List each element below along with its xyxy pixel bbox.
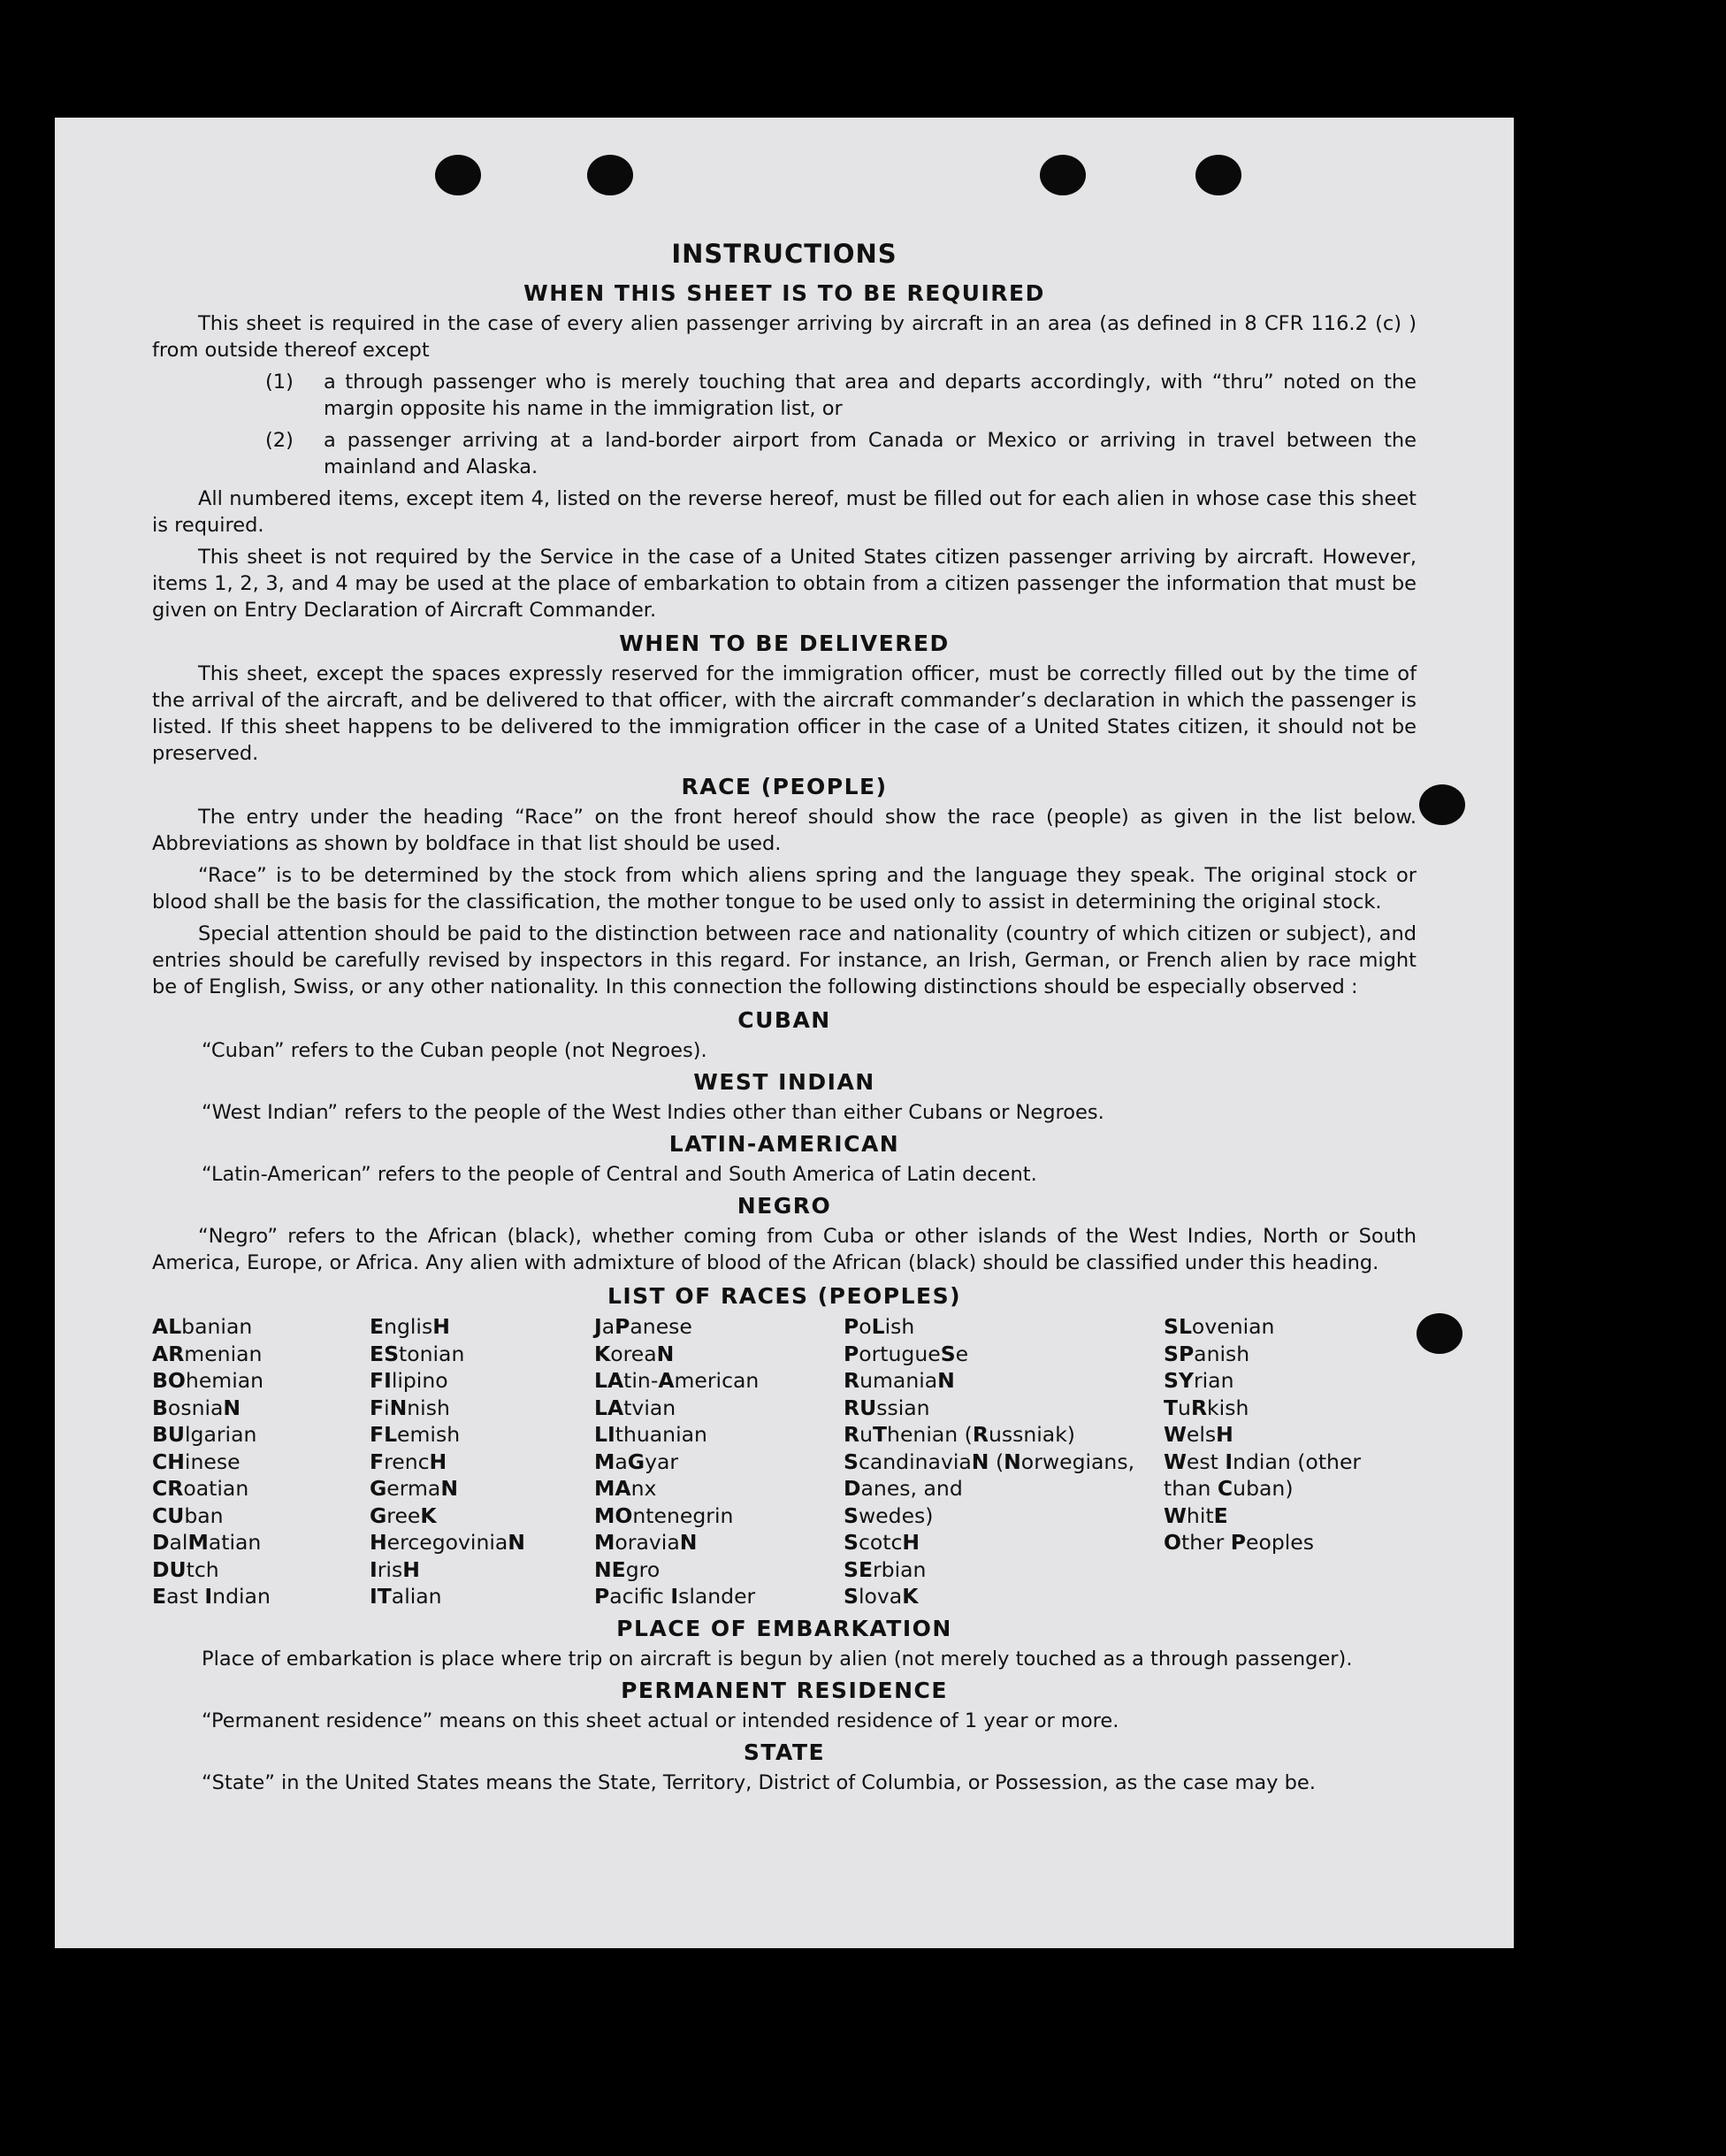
race-entry: NEgro	[594, 1556, 661, 1582]
race-entry: SErbian	[844, 1556, 927, 1582]
race-entry: LAtin-American	[594, 1368, 760, 1393]
race-entry: ScandinaviaN (Norwegians,	[844, 1449, 1135, 1474]
race-entry: DUtch	[152, 1556, 219, 1582]
race-entry: CUban	[152, 1502, 224, 1528]
race-entry: EnglisH	[370, 1314, 450, 1339]
when-required-para3: This sheet is not required by the Service in the case of a United States citizen passenger arriving by aircraft. However, items 1, 2, 3, and 4 may be used at the place of embarkation to obtain from a citizen passenger the information that must be given on Entry Declaration of Aircraft Commander.	[152, 546, 1417, 622]
race-para3: Special attention should be paid to the distinction between race and nationality (country of which citizen or subject), and entries should be carefully revised by inspectors in this regard. For instance, an Irish, German, or French alien by race might be of English, Swiss, or any other nationality. In this connection the following distinctions should be especially observed :	[152, 922, 1417, 998]
race-entry: BosniaN	[152, 1395, 241, 1420]
race-entry: Swedes)	[844, 1502, 934, 1528]
race-entry: SlovaK	[844, 1584, 919, 1609]
race-entry: KoreaN	[594, 1341, 675, 1366]
race-entry: FrencH	[370, 1449, 447, 1474]
heading-negro: NEGRO	[737, 1193, 832, 1219]
when-required-intro: This sheet is required in the case of every alien passenger arriving by aircraft in an area (as defined in 8 CFR 116.2 (c) ) from outside thereof except	[152, 312, 1417, 362]
item-text: a passenger arriving at a land-border airport from Canada or Mexico or arriving in travel between the mainland and Alaska.	[324, 429, 1417, 478]
race-entry: FiNnish	[370, 1395, 450, 1420]
race-entry: SYrian	[1164, 1368, 1234, 1393]
race-column	[152, 1313, 370, 1610]
latin-american-text: “Latin-American” refers to the people of Central and South America of Latin decent.	[202, 1163, 1037, 1186]
item-number: (1)	[265, 371, 294, 394]
race-entry: Pacifc Islander	[594, 1584, 756, 1609]
punch-hole	[1195, 155, 1241, 195]
race-entry: West Indian (other	[1164, 1449, 1362, 1474]
punch-hole	[1417, 1313, 1463, 1354]
race-entry: MOntenegrin	[594, 1502, 734, 1528]
race-entry: ITalian	[370, 1584, 442, 1609]
race-entry: Danes, and	[844, 1476, 963, 1501]
punch-hole	[435, 155, 481, 195]
state-text: “State” in the United States means the State, Territory, District of Columbia, or Possession, as the case may be.	[202, 1770, 1316, 1794]
race-entry: SLovenian	[1164, 1314, 1275, 1339]
race-entry: GermaN	[370, 1476, 458, 1501]
heading-when-delivered: WHEN TO BE DELIVERED	[619, 631, 950, 656]
race-entry: WhitE	[1164, 1502, 1228, 1528]
race-entry: RUssian	[844, 1395, 930, 1420]
exception-item	[152, 369, 1417, 422]
negro-text: “Negro” refers to the African (black), whether coming from Cuba or other islands of the West Indies, North or South America, Europe, or Africa. Any alien with admixture of blood of the African (black) should be classified under this heading.	[152, 1225, 1417, 1274]
item-number: (2)	[265, 429, 294, 452]
race-column	[370, 1313, 594, 1610]
item-text: a through passenger who is merely touching that area and departs accordingly, with “thru” noted on the margin opposite his name in the immigration list, or	[324, 371, 1417, 420]
race-entry: than Cuban)	[1164, 1476, 1294, 1501]
exception-item	[152, 427, 1417, 480]
punch-hole	[1040, 155, 1086, 195]
permanent-residence-text: “Permanent residence” means on this sheet actual or intended residence of 1 year or more.	[202, 1709, 1119, 1732]
heading-race: RACE (PEOPLE)	[681, 774, 888, 799]
document-sheet	[55, 118, 1514, 1948]
race-entry: EStonian	[370, 1341, 465, 1366]
race-entry: BUlgarian	[152, 1422, 257, 1447]
punch-hole	[587, 155, 633, 195]
heading-list-of-races: LIST OF RACES (PEOPLES)	[607, 1283, 962, 1309]
race-entry: PortugueSe	[844, 1341, 969, 1366]
race-entry: SPanish	[1164, 1341, 1250, 1366]
heading-place-of-embarkation: PLACE OF EMBARKATION	[616, 1615, 952, 1641]
heading-when-required: WHEN THIS SHEET IS TO BE REQUIRED	[523, 280, 1045, 306]
race-entry: HercegoviniaN	[370, 1530, 525, 1555]
race-entry: TuRkish	[1164, 1395, 1249, 1420]
race-entry: LAtvian	[594, 1395, 676, 1420]
heading-latin-american: LATIN-AMERICAN	[668, 1131, 900, 1157]
race-entry: LIthuanian	[594, 1422, 707, 1447]
race-entry: JaPanese	[594, 1314, 692, 1339]
race-entry: RumaniaN	[844, 1368, 955, 1393]
race-para2: “Race” is to be determined by the stock from which aliens spring and the language they speak. The original stock or blood shall be the basis for the classification, the mother tongue to be used only to assist in determining the original stock.	[152, 864, 1417, 914]
heading-permanent-residence: PERMANENT RESIDENCE	[621, 1677, 948, 1703]
heading-cuban: CUBAN	[737, 1007, 831, 1033]
place-of-embarkation-text: Place of embarkation is place where trip on aircraft is begun by alien (not merely touched as a through passenger).	[202, 1647, 1353, 1671]
when-delivered-text: This sheet, except the spaces expressly reserved for the immigration officer, must be correctly filled out by the time of the arrival of the aircraft, and be delivered to that officer, with the aircraft commander’s declaration in which the passenger is listed. If this sheet happens to be delivered to the immigration officer in the case of a United States citizen, it should not be preserved.	[152, 662, 1417, 765]
race-column	[1164, 1313, 1402, 1610]
when-required-para2: All numbered items, except item 4, listed on the reverse hereof, must be filled out for each alien in whose case this sheet is required.	[152, 487, 1417, 537]
cuban-text: “Cuban” refers to the Cuban people (not Negroes).	[202, 1039, 707, 1062]
heading-state: STATE	[743, 1739, 826, 1765]
instructions-content	[152, 238, 1417, 1800]
race-entry: FLemish	[370, 1422, 461, 1447]
heading-west-indian: WEST INDIAN	[693, 1069, 875, 1095]
race-entry: RuThenian (Russniak)	[844, 1422, 1075, 1447]
race-entry: CRoatian	[152, 1476, 249, 1501]
race-entry: BOhemian	[152, 1368, 264, 1393]
race-entry: ALbanian	[152, 1314, 253, 1339]
race-entry: ScotcH	[844, 1530, 920, 1555]
race-entry: GreeK	[370, 1502, 437, 1528]
race-para1: The entry under the heading “Race” on the front hereof should show the race (people) as given in the list below. Abbreviations as shown by boldface in that list should be used.	[152, 806, 1417, 855]
west-indian-text: “West Indian” refers to the people of the West Indies other than either Cubans or Negroes.	[202, 1101, 1104, 1124]
race-entry: CHinese	[152, 1449, 241, 1474]
race-entry: IrisH	[370, 1556, 420, 1582]
race-entry: MAnx	[594, 1476, 657, 1501]
race-entry: FIlipino	[370, 1368, 448, 1393]
race-entry: MoraviaN	[594, 1530, 698, 1555]
race-entry: WelsH	[1164, 1422, 1233, 1447]
race-column	[844, 1313, 1164, 1610]
race-column	[594, 1313, 844, 1610]
race-entry: East Indian	[152, 1584, 271, 1609]
race-entry: DalMatian	[152, 1530, 262, 1555]
document-title: INSTRUCTIONS	[671, 239, 897, 269]
race-entry: Other Peoples	[1164, 1530, 1314, 1555]
punch-hole	[1419, 784, 1465, 825]
race-entry: ARmenian	[152, 1341, 263, 1366]
race-entry: MaGyar	[594, 1449, 679, 1474]
race-list	[152, 1313, 1417, 1610]
race-entry: PoLish	[844, 1314, 915, 1339]
